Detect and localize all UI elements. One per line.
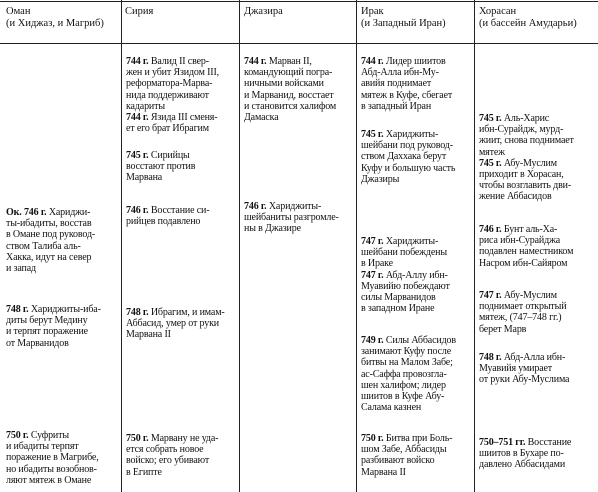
header-iraq: Ирак (и Западный Иран): [361, 6, 446, 29]
entry-text: Хариджиты- шейбани под руковод- ством Даххака берут Куфу и большую часть Джазиры: [361, 129, 456, 185]
top-rule: [0, 1, 598, 2]
year: 748 г.: [479, 352, 502, 363]
year: 746 г.: [126, 205, 149, 216]
entry-text: Ибрагим, и имам- Аббасид, умер от руки Марвана II: [126, 307, 225, 341]
syria-748-entry: [126, 307, 238, 341]
column-divider-2: [239, 0, 240, 492]
column-divider-1: [121, 0, 122, 492]
year: 747 г.: [361, 236, 384, 247]
year: 750 г.: [6, 430, 29, 441]
header-jazira: Джазира: [244, 6, 283, 17]
entry-text: Битва при Боль- шом Забе, Аббасиды разбивают войско Марвана II: [361, 433, 453, 478]
entry-text: Абд-Аллу ибн- Муавийю побеждают силы Марванидов в западном Иране: [361, 269, 450, 315]
entry-text: Язида III сменя- ет его брат Ибрагим: [126, 112, 218, 135]
entry-text: Восстание си- рийцев подавлено: [126, 205, 210, 228]
khorasan-748-entry: [479, 352, 597, 386]
header-oman: Оман (и Хиджаз, и Магриб): [6, 6, 104, 29]
header-khorasan: Хорасан (и бассейн Амударьи): [479, 6, 577, 29]
year: 750 г.: [361, 433, 384, 444]
entry-text: Хариджиты- шейбани побеждены в Ираке: [361, 236, 447, 270]
year: 748 г.: [126, 307, 149, 318]
iraq-749-entry: [361, 335, 473, 413]
jazira-744-entry: [244, 56, 356, 123]
year: 744 г.: [126, 56, 149, 67]
iraq-750-entry: [361, 433, 473, 478]
year: 744 г.: [244, 56, 267, 67]
khorasan-746-entry: [479, 224, 597, 269]
entry-text: Восстание шиитов в Бухаре по- давлено Аббасидами: [479, 437, 572, 471]
oman-750-entry: [6, 430, 120, 486]
khorasan-745-entry: [479, 113, 597, 203]
year: 747 г.: [361, 269, 384, 281]
entry-text: Лидер шиитов Абд-Алла ибн-Му- авийя поднимает мятеж в Куфе, сбегает в западный Иран: [361, 56, 453, 112]
syria-744-entry: [126, 56, 238, 134]
year: 749 г.: [361, 335, 384, 346]
entry-text: Силы Аббасидов занимают Куфу после битвы на Малом Забе; ас-Саффа провозгла- шен халифом; лидер шиитов в Куфе Абу- Салама казнен: [361, 335, 456, 414]
year: 748 г.: [6, 304, 29, 315]
year: 750–751 гг.: [479, 437, 526, 448]
year: 744 г.: [126, 112, 149, 124]
year: Ок. 746 г.: [6, 207, 47, 218]
entry-text: Валид II свер- жен и убит Язидом III, реформатора-Марва- нида поддерживают кадариты: [126, 56, 219, 112]
column-divider-4: [474, 0, 475, 492]
header-rule: [0, 43, 598, 44]
year: 750 г.: [126, 433, 149, 444]
iraq-744-entry: [361, 56, 473, 112]
syria-750-entry: [126, 433, 238, 478]
year: 745 г.: [361, 129, 384, 140]
year: 747 г.: [479, 290, 502, 301]
entry-text: Абд-Алла ибн- Муавийя умирает от руки Абу-Муслима: [479, 352, 570, 386]
iraq-745-entry: [361, 129, 473, 185]
year: 745 г.: [126, 150, 149, 161]
year: 746 г.: [479, 224, 502, 235]
header-syria: Сирия: [125, 6, 154, 17]
oman-748-entry: [6, 304, 120, 349]
entry-text: Абу-Муслим поднимает открытый мятеж, (747–748 гг.) берет Марв: [479, 290, 567, 335]
year: 744 г.: [361, 56, 384, 67]
syria-746-entry: [126, 205, 238, 227]
khorasan-750-entry: [479, 437, 597, 471]
column-divider-3: [356, 0, 357, 492]
entry-text: Марван II, командующий погра- ничными войсками и Марванид, восстает и становится халифом Дамаска: [244, 56, 337, 124]
entry-text: Хариджиты- шейбаниты разгромле- ны в Джазире: [244, 201, 339, 235]
entry-text: Марвану не уда- ется собрать новое войско; его убивают в Египте: [126, 433, 219, 478]
year: 746 г.: [244, 201, 267, 212]
entry-text: Бунт аль-Ха- риса ибн-Сурайджа подавлен наместником Насром ибн-Сайяром: [479, 224, 574, 269]
entry-text: Хариджиты-иба- диты берут Медину и терпят поражение от Марванидов: [6, 304, 101, 349]
entry-text: Абу-Муслим приходит в Хорасан, чтобы возглавить дви- жение Аббасидов: [479, 157, 572, 203]
jazira-746-entry: [244, 201, 356, 235]
year: 745 г.: [479, 113, 502, 124]
year: 745 г.: [479, 157, 502, 169]
entry-text: Сирийцы восстают против Марвана: [126, 150, 196, 184]
khorasan-747-entry: [479, 290, 597, 335]
entry-text: Хариджи- ты-ибадиты, восстав в Омане под руковод- ством Талиба аль- Хакка, идут на север и запад: [6, 207, 96, 275]
iraq-747-entry: [361, 236, 473, 314]
oman-746-entry: [6, 207, 120, 274]
entry-text: Аль-Харис ибн-Сурайдж, мурд- жиит, снова поднимает мятеж: [479, 113, 574, 158]
entry-text: Суфриты и ибадиты терпят поражение в Магрибе, но ибадиты возобнов- ляют мятеж в Омане: [6, 430, 99, 486]
syria-745-entry: [126, 150, 238, 184]
